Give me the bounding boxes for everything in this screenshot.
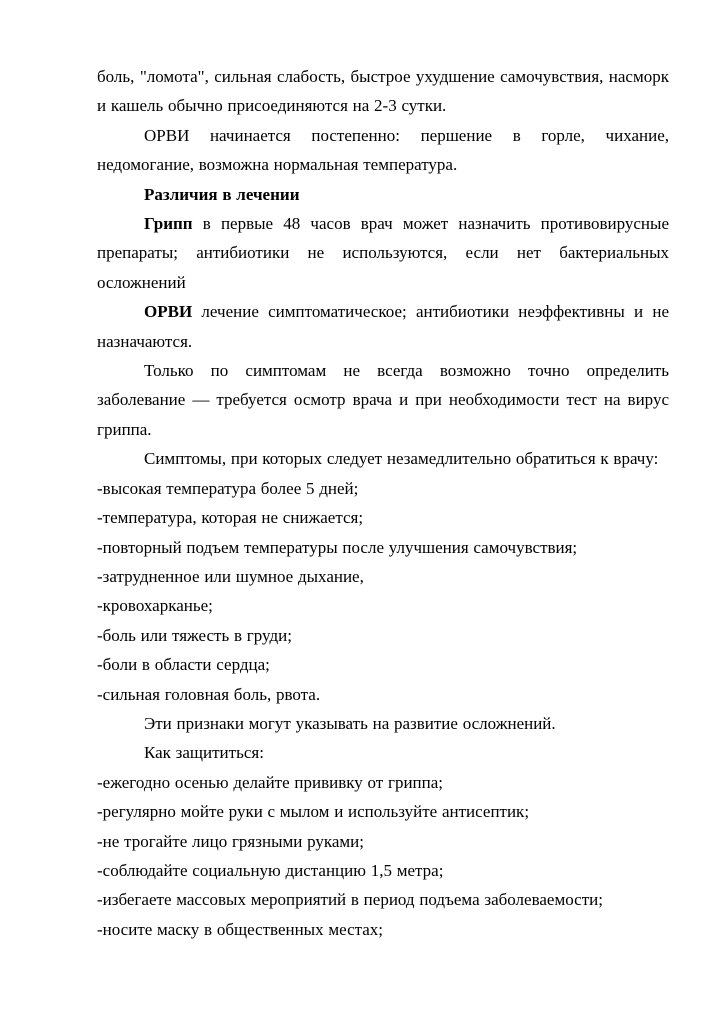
paragraph-orvi-treatment-text: лечение симптоматическое; антибиотики неэффективны и не назначаются. — [97, 302, 669, 351]
symptom-item: -сильная головная боль, рвота. — [97, 684, 321, 704]
term-flu: Грипп — [144, 214, 193, 234]
paragraph-protection-intro: Как защититься: — [144, 743, 264, 763]
paragraph-orvi-onset: ОРВИ начинается постепенно: першение в горле, чихание, недомогание, возможна нормальная температура. — [97, 125, 669, 175]
symptom-item: -боль или тяжесть в груди; — [97, 625, 292, 645]
section-heading: Различия в лечении — [144, 184, 300, 204]
paragraph-continuation: боль, "ломота", сильная слабость, быстрое ухудшение самочувствия, насморк и кашель обычно присоединяются на 2-3 сутки. — [97, 67, 669, 116]
symptom-item: -температура, которая не снижается; — [97, 508, 364, 528]
paragraph-flu-treatment — [97, 209, 669, 297]
paragraph-orvi-treatment — [97, 297, 669, 356]
protection-item: -соблюдайте социальную дистанцию 1,5 метра; — [97, 860, 444, 880]
symptom-item: -затрудненное или шумное дыхание, — [97, 566, 364, 586]
paragraph-flu-treatment-text: в первые 48 часов врач может назначить противовирусные препараты; антибиотики не используются, если нет бактериальных осложнений — [97, 214, 669, 292]
paragraph-diagnosis: Только по симптомам не всегда возможно точно определить заболевание — требуется осмотр врача и при необходимости тест на вирус гриппа. — [97, 361, 669, 439]
symptom-item: -высокая температура более 5 дней; — [97, 478, 359, 498]
protection-item: -ежегодно осенью делайте прививку от гриппа; — [97, 772, 444, 792]
paragraph-symptoms-intro: Симптомы, при которых следует незамедлительно обратиться к врачу: — [144, 449, 659, 469]
protection-item: -регулярно мойте руки с мылом и используйте антисептик; — [97, 802, 530, 822]
symptom-item: -повторный подъем температуры после улучшения самочувствия; — [97, 537, 578, 557]
protection-item: -избегаете массовых мероприятий в период подъема заболеваемости; — [97, 890, 603, 910]
symptom-item: -боли в области сердца; — [97, 655, 270, 675]
symptom-item: -кровохарканье; — [97, 596, 213, 616]
term-orvi: ОРВИ — [144, 302, 193, 322]
protection-item: -не трогайте лицо грязными руками; — [97, 831, 364, 851]
paragraph-complications: Эти признаки могут указывать на развитие осложнений. — [144, 713, 556, 733]
protection-item: -носите маску в общественных местах; — [97, 919, 384, 939]
